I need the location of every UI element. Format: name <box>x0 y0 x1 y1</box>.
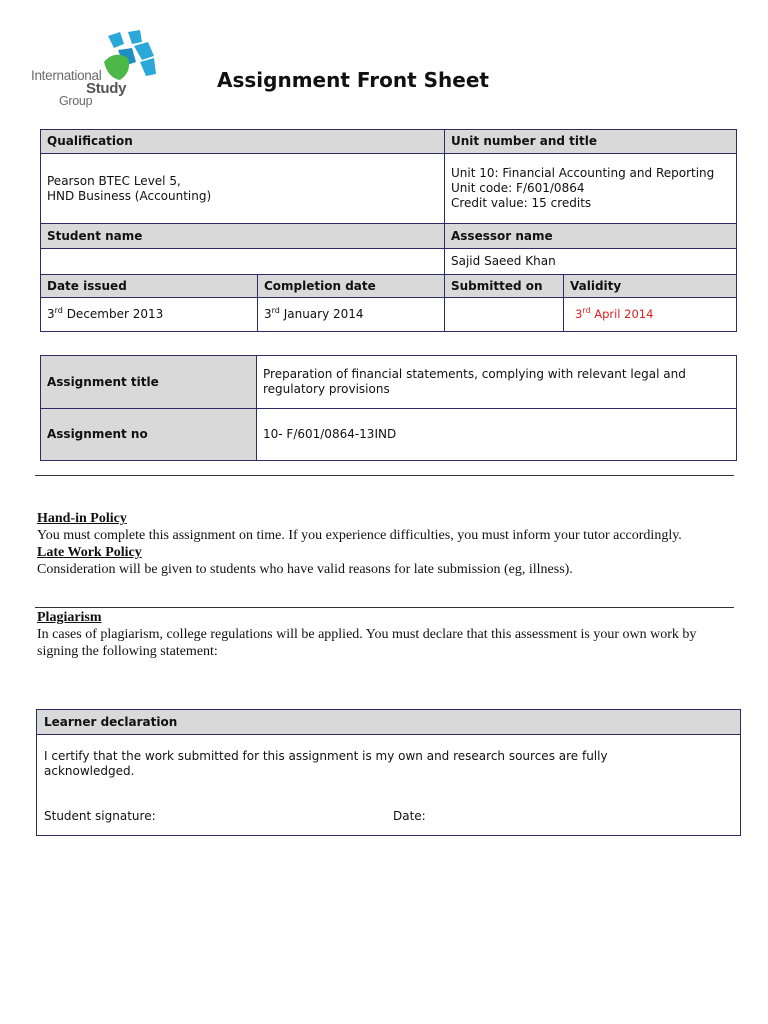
plagiarism-heading: Plagiarism <box>37 610 102 625</box>
company-logo <box>28 28 168 110</box>
submitted-on-header: Submitted on <box>445 275 564 298</box>
validity-value: 3rd April 2014 <box>564 298 737 332</box>
learner-declaration-box <box>36 709 741 836</box>
assignment-details-table <box>40 129 737 332</box>
declaration-text: I certify that the work submitted for this assignment is my own and research sources are fully acknowledged. <box>44 749 608 778</box>
unit-cell <box>445 154 737 224</box>
logo-text-international: International <box>31 68 102 83</box>
validity-header: Validity <box>564 275 737 298</box>
student-name-value <box>41 249 445 275</box>
late-work-policy-heading: Late Work Policy <box>37 545 142 560</box>
unit-header: Unit number and title <box>445 130 737 154</box>
qualification-line-2: HND Business (Accounting) <box>47 188 212 203</box>
handin-policy-text: You must complete this assignment on time. If you experience difficulties, you must inform your tutor accordingly. <box>37 528 682 543</box>
assessor-name-value: Sajid Saeed Khan <box>445 249 737 275</box>
unit-title: Unit 10: Financial Accounting and Reporting <box>451 166 715 180</box>
late-work-policy-text: Consideration will be given to students who have valid reasons for late submission (eg, illness). <box>37 562 573 577</box>
unit-code: Unit code: F/601/0864 <box>451 181 585 195</box>
divider <box>35 475 734 476</box>
qualification-cell <box>41 154 445 224</box>
completion-date-header: Completion date <box>258 275 445 298</box>
assessor-name-header: Assessor name <box>445 224 737 249</box>
qualification-line-1: Pearson BTEC Level 5, <box>47 173 181 188</box>
assignment-title-header: Assignment title <box>41 356 257 409</box>
assignment-title-value: Preparation of financial statements, complying with relevant legal and regulatory provisions <box>257 356 737 409</box>
credit-value: Credit value: 15 credits <box>451 196 592 210</box>
logo-text-group: Group <box>59 94 93 108</box>
assignment-title-table <box>40 355 737 461</box>
assignment-no-header: Assignment no <box>41 409 257 461</box>
student-signature-label: Student signature: <box>44 809 156 823</box>
policies-section <box>37 510 727 578</box>
learner-declaration-heading: Learner declaration <box>37 710 740 735</box>
divider <box>35 607 734 608</box>
logo-text-study: Study <box>86 80 127 97</box>
page-title: Assignment Front Sheet <box>217 68 489 92</box>
date-issued-value: 3rd December 2013 <box>41 298 258 332</box>
plagiarism-text: In cases of plagiarism, college regulations will be applied. You must declare that this assessment is your own work by signing the following statement: <box>37 627 697 659</box>
handin-policy-heading: Hand-in Policy <box>37 511 127 526</box>
date-issued-header: Date issued <box>41 275 258 298</box>
plagiarism-section <box>37 609 727 660</box>
signature-date-label: Date: <box>393 809 426 823</box>
assignment-no-value: 10- F/601/0864-13IND <box>257 409 737 461</box>
completion-date-value: 3rd January 2014 <box>258 298 445 332</box>
submitted-on-value <box>445 298 564 332</box>
student-name-header: Student name <box>41 224 445 249</box>
qualification-header: Qualification <box>41 130 445 154</box>
